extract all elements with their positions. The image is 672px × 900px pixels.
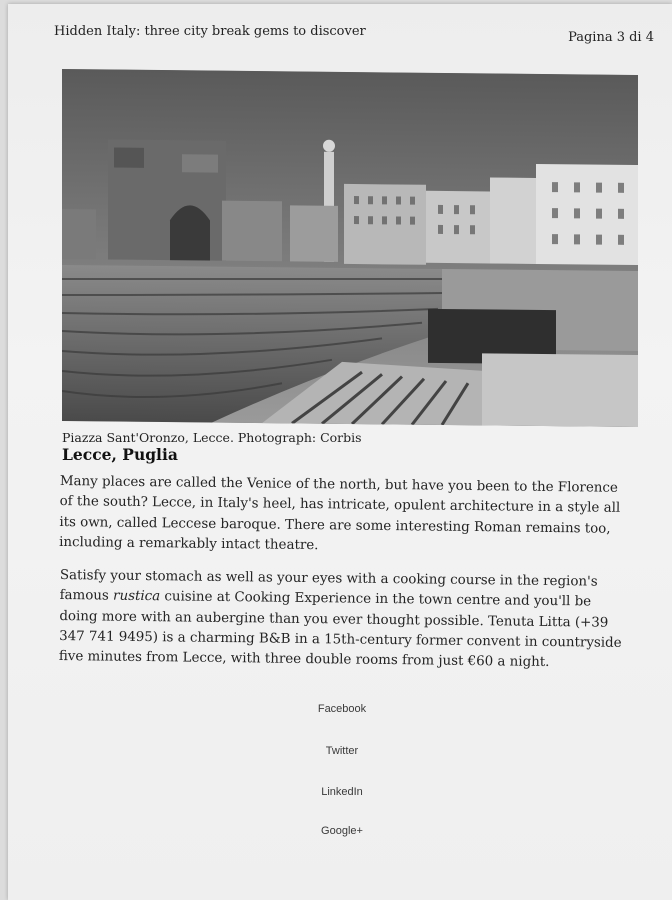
- article-paragraph-1: Many places are called the Venice of the north, but have you been to the Florence of the south? Lecce, in Italy's heel, has intricate, opulent architecture in a style all its own, called Leccese baroque. There are some interesting Roman remains too, including a remarkably intact theatre.: [59, 473, 621, 554]
- section-heading: Lecce, Puglia: [62, 445, 178, 464]
- paragraph-2-text-start: Satisfy your stomach as well as your eyes with a cooking course in the region's famous: [59, 567, 598, 604]
- printed-page: [8, 4, 672, 900]
- photo-caption: Piazza Sant'Oronzo, Lecce. Photograph: Corbis: [62, 430, 362, 445]
- paragraph-2-italic-term: rustica: [112, 588, 161, 605]
- article-paragraph-2: [59, 566, 630, 674]
- share-twitter-link[interactable]: Twitter: [325, 745, 359, 757]
- page-number: Pagina 3 di 4: [568, 30, 654, 45]
- article-photo: [62, 69, 638, 427]
- share-googleplus-link[interactable]: Google+: [321, 825, 363, 837]
- share-linkedin-link[interactable]: LinkedIn: [321, 786, 363, 798]
- page-header-title: Hidden Italy: three city break gems to discover: [54, 24, 366, 39]
- share-facebook-link[interactable]: Facebook: [317, 703, 367, 715]
- paragraph-2-text-end: cuisine at Cooking Experience in the town centre and you'll be doing more with an aubergine than you ever thought possible. Tenuta Litta (+39 347 741 9495) is a charming B&B in a 15th-century former convent in countryside five minutes from Lecce, with three double rooms from just €60 a night.: [58, 589, 622, 671]
